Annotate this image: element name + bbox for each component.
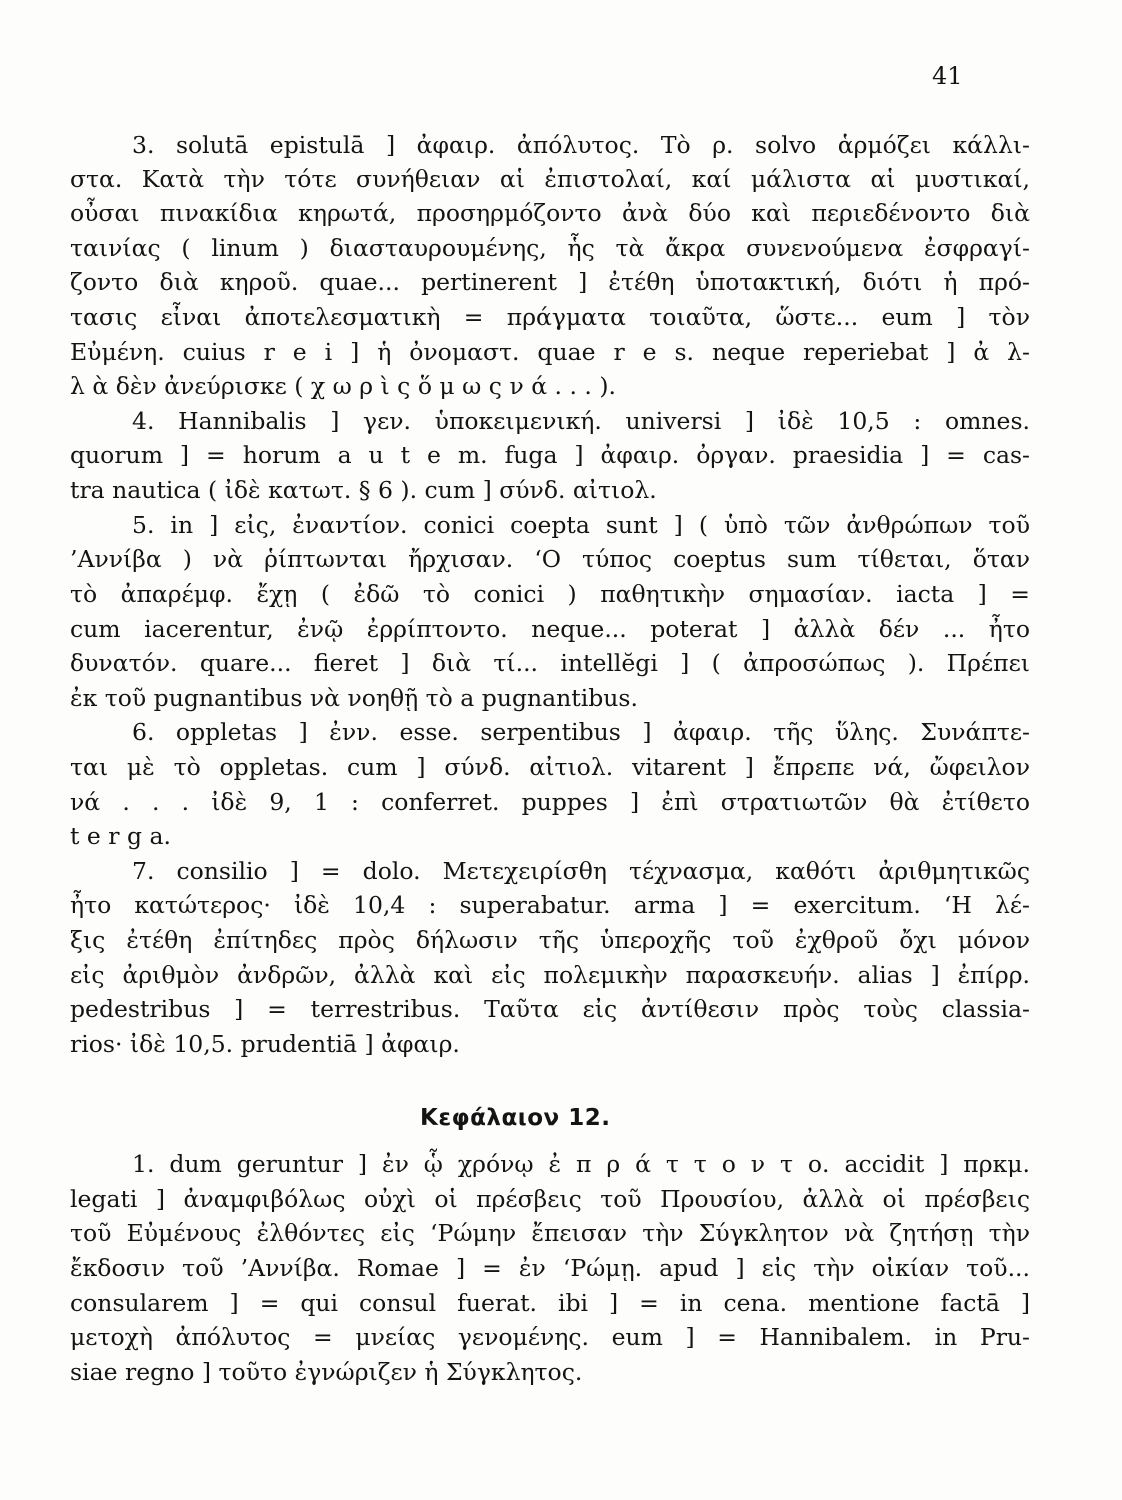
chapter-heading: Κεφάλαιον 12. — [420, 1105, 611, 1131]
text-line: cum iacerentur, ἐνῷ ἐρρίπτοντο. neque... poterat ] ἀλλὰ δέν ... ἦτο — [70, 615, 1030, 643]
text-line: 4. Hannibalis ] γεν. ὑποκειμενική. universi ] ἰδὲ 10,5 : omnes. — [132, 407, 1030, 435]
text-line: quorum ] = horum a u t e m. fuga ] ἀφαιρ. ὀργαν. praesidia ] = cas- — [70, 441, 1030, 469]
text-line: νά . . . ἰδὲ 9, 1 : conferret. puppes ] ἐπὶ στρατιωτῶν θὰ ἐτίθετο — [70, 788, 1030, 816]
text-line: 3. solutā epistulā ] ἀφαιρ. ἀπόλυτος. Τὸ ρ. solvo ἁρμόζει κάλλι- — [132, 131, 1030, 159]
page-number: 41 — [932, 62, 963, 90]
text-line: στα. Κατὰ τὴν τότε συνήθειαν αἱ ἐπιστολαί, καί μάλιστα αἱ μυστικαί, — [70, 165, 1030, 193]
text-line: ξις ἐτέθη ἐπίτηδες πρὸς δήλωσιν τῆς ὑπεροχῆς τοῦ ἐχθροῦ ὄχι μόνον — [70, 926, 1030, 954]
text-line: 6. oppletas ] ἐνν. esse. serpentibus ] ἀφαιρ. τῆς ὕλης. Συνάπτε- — [132, 718, 1030, 746]
text-line: t e r g a. — [70, 822, 171, 850]
text-line: ’Αννίβα ) νὰ ῥίπτωνται ἤρχισαν. ‘Ο τύπος coeptus sum τίθεται, ὅταν — [70, 545, 1030, 573]
text-line: siae regno ] τοῦτο ἐγνώριζεν ἡ Σύγκλητος. — [70, 1358, 583, 1386]
text-line: 1. dum geruntur ] ἐν ᾧ χρόνῳ ἐ π ρ ά τ τ ο ν τ ο. accidit ] πρκμ. — [132, 1150, 1030, 1178]
text-line: ται μὲ τὸ oppletas. cum ] σύνδ. αἰτιολ. vitarent ] ἔπρεπε νά, ὤφειλον — [70, 753, 1030, 781]
text-line: ζοντο διὰ κηροῦ. quae... pertinerent ] ἐτέθη ὑποτακτική, διότι ἡ πρό- — [70, 268, 1030, 296]
text-line: μετοχὴ ἀπόλυτος = μνείας γενομένης. eum ] = Hannibalem. in Pru- — [70, 1323, 1030, 1351]
text-line: εἰς ἀριθμὸν ἀνδρῶν, ἀλλὰ καὶ εἰς πολεμικὴν παρασκευήν. alias ] ἐπίρρ. — [70, 961, 1030, 989]
text-line: τασις εἶναι ἀποτελεσματικὴ = πράγματα τοιαῦτα, ὥστε... eum ] τὸν — [70, 303, 1030, 331]
text-line: Εὐμένη. cuius r e i ] ἡ ὀνομαστ. quae r e s. neque reperiebat ] ἀ λ- — [70, 338, 1030, 366]
text-line: 5. in ] εἰς, ἐναντίον. conici coepta sunt ] ( ὑπὸ τῶν ἀνθρώπων τοῦ — [132, 511, 1030, 539]
text-line: tra nautica ( ἰδὲ κατωτ. § 6 ). cum ] σύνδ. αἰτιολ. — [70, 476, 657, 504]
text-line: οὖσαι πινακίδια κηρωτά, προσηρμόζοντο ἀνὰ δύο καὶ περιεδένοντο διὰ — [70, 199, 1030, 227]
text-line: ἦτο κατώτερος· ἰδὲ 10,4 : superabatur. arma ] = exercitum. ‘Η λέ- — [70, 891, 1030, 919]
text-line: legati ] ἀναμφιβόλως οὐχὶ οἱ πρέσβεις τοῦ Προυσίου, ἀλλὰ οἱ πρέσβεις — [70, 1185, 1030, 1213]
text-line: ταινίας ( linum ) διασταυρουμένης, ἧς τὰ ἄκρα συνενούμενα ἐσφραγί- — [70, 234, 1030, 262]
text-line: pedestribus ] = terrestribus. Ταῦτα εἰς ἀντίθεσιν πρὸς τοὺς classia- — [70, 995, 1030, 1023]
text-line: δυνατόν. quare... fieret ] διὰ τί... intellĕgi ] ( ἀπροσώπως ). Πρέπει — [70, 649, 1030, 677]
text-line: consularem ] = qui consul fuerat. ibi ] = in cena. mentione factā ] — [70, 1289, 1030, 1317]
text-line: ἔκδοσιν τοῦ ’Αννίβα. Romae ] = ἐν ‘Ρώμῃ. apud ] εἰς τὴν οἰκίαν τοῦ... — [70, 1254, 1030, 1282]
text-line: 7. consilio ] = dolo. Μετεχειρίσθη τέχνασμα, καθότι ἀριθμητικῶς — [132, 857, 1030, 885]
text-line: τὸ ἀπαρέμφ. ἔχῃ ( ἐδῶ τὸ conici ) παθητικὴν σημασίαν. iacta ] = — [70, 580, 1030, 608]
text-line: τοῦ Εὐμένους ἐλθόντες εἰς ‘Ρώμην ἔπεισαν τὴν Σύγκλητον νὰ ζητήσῃ τὴν — [70, 1219, 1030, 1247]
text-line: ἐκ τοῦ pugnantibus νὰ νοηθῇ τὸ a pugnantibus. — [70, 684, 638, 712]
text-line: rios· ἰδὲ 10,5. prudentiā ] ἀφαιρ. — [70, 1030, 460, 1058]
text-line: λ ὰ δὲν ἀνεύρισκε ( χ ω ρ ὶ ς ὅ μ ω ς ν ά . . . ). — [70, 372, 616, 400]
